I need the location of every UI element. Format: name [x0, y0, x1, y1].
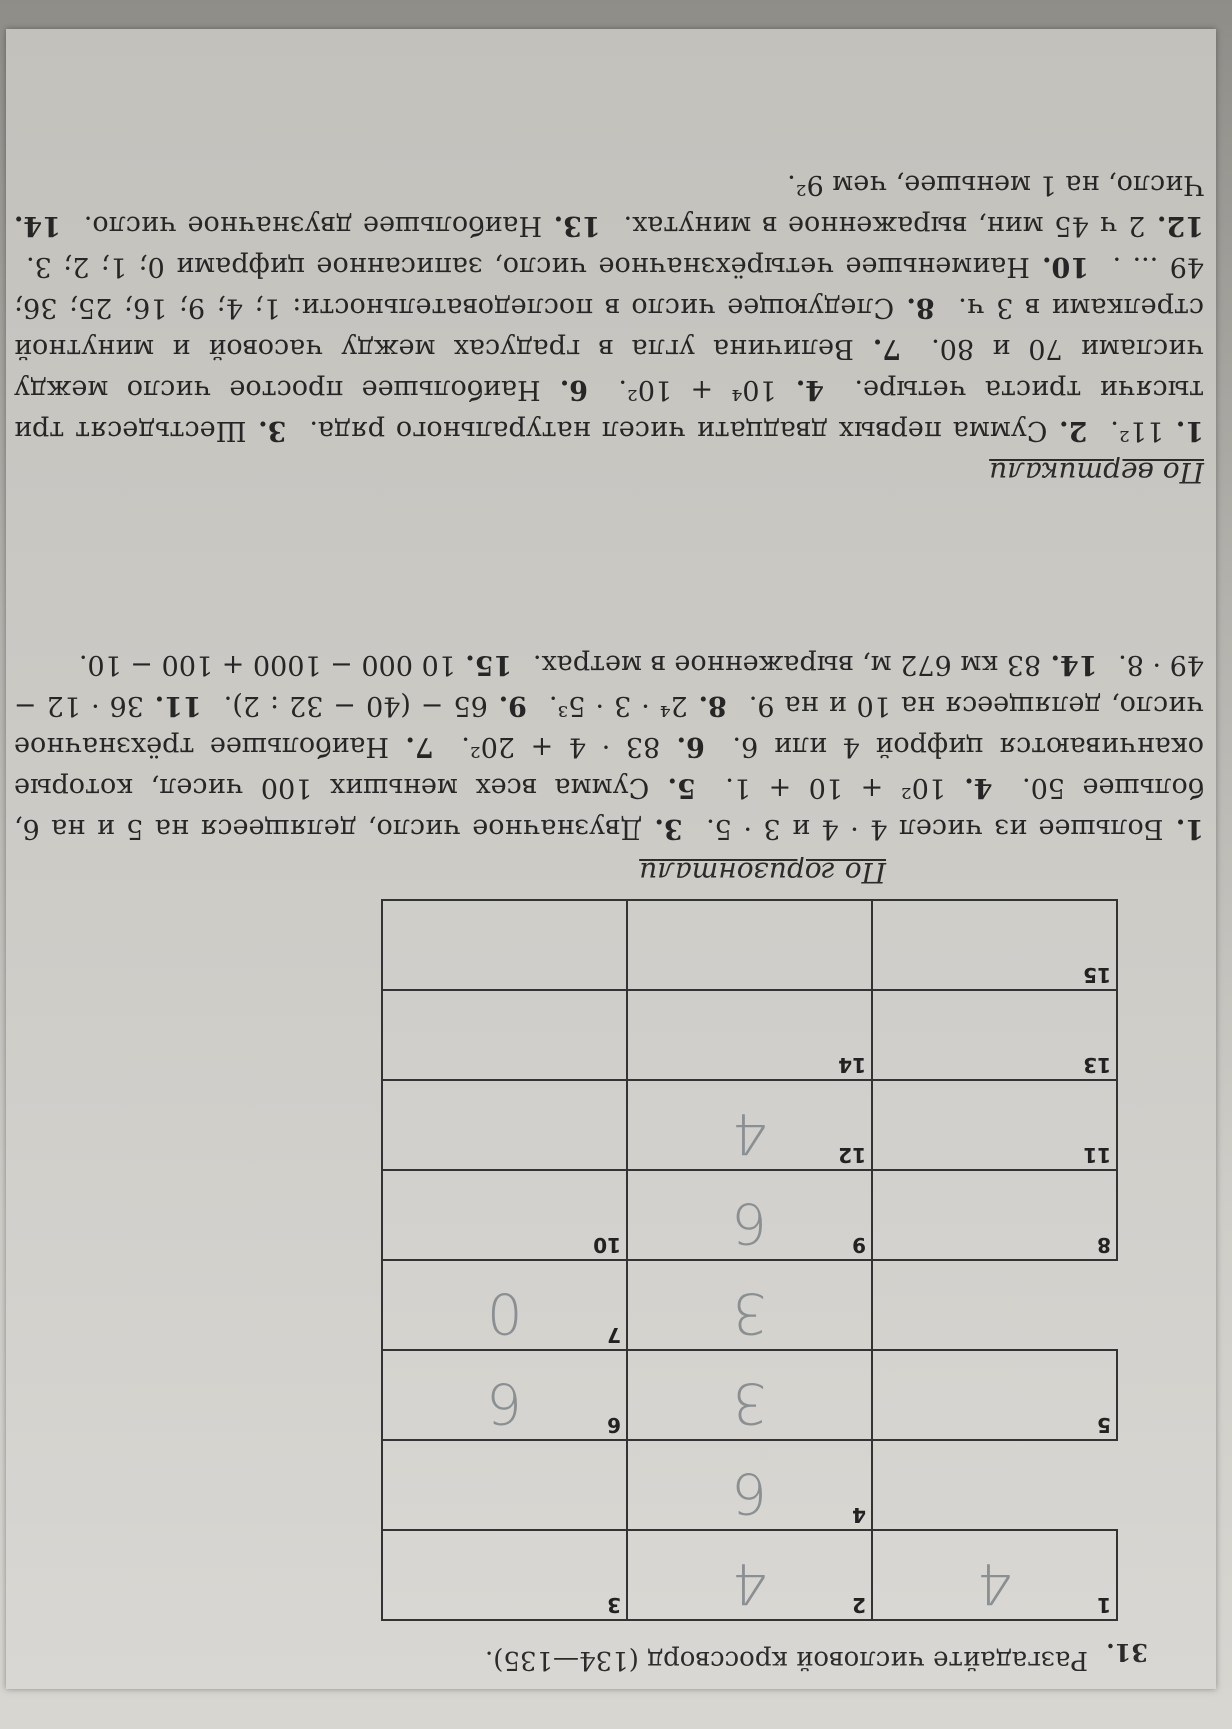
- clue-item: [700, 813, 1204, 844]
- grid-cell: [381, 989, 628, 1081]
- handwritten-digit: 6: [731, 1190, 768, 1255]
- clue-number: 9.: [487, 690, 527, 721]
- clue-number: 2.: [1047, 415, 1088, 446]
- clue-text: Наибольшее простое число между числами 70 и 80.: [14, 333, 1204, 405]
- vertical-clues: [14, 164, 1204, 451]
- clue-text: 65 − (40 − 32 : 2).: [223, 690, 488, 721]
- handwritten-digit: 6: [486, 1370, 523, 1435]
- clue-text: 10² + 10 + 1.: [725, 772, 946, 803]
- grid-cell: [871, 1079, 1118, 1171]
- vertical-heading: По вертикали: [989, 456, 1204, 489]
- handwritten-digit: 0: [486, 1280, 523, 1345]
- grid-cell: [626, 899, 873, 991]
- clue-number: 12.: [1145, 210, 1204, 241]
- clue-item: [527, 649, 1098, 680]
- clue-text: 36 · 12 − 49 · 8.: [14, 649, 1204, 721]
- clue-item: [618, 210, 1205, 241]
- grid-cell: [626, 1439, 873, 1531]
- clue-number: 14.: [13, 210, 61, 241]
- clue-number: 1.: [1163, 813, 1204, 844]
- clue-number: 7.: [853, 333, 902, 364]
- clue-item: [20, 251, 1089, 282]
- handwritten-digit: 4: [731, 1550, 768, 1615]
- grid-cell: [871, 1169, 1118, 1261]
- clue-number: 5.: [649, 772, 696, 803]
- grid-cell: [871, 1349, 1118, 1441]
- cell-number: 14: [838, 1053, 866, 1077]
- textbook-page: [6, 29, 1216, 1689]
- grid-cell: [871, 1529, 1118, 1621]
- cell-number: 2: [852, 1593, 866, 1617]
- clue-number: 8.: [687, 690, 727, 721]
- clue-text: Наименьшее четырёхзначное число, записанное цифрами 0; 1; 2; 3.: [26, 251, 1030, 282]
- clue-item: [73, 649, 512, 680]
- clue-item: [543, 690, 727, 721]
- clue-item: [303, 415, 1087, 446]
- cell-number: 9: [852, 1233, 866, 1257]
- clue-text: Шестьдесят три тысячи триста четыре.: [14, 374, 1204, 446]
- cell-number: 13: [1083, 1053, 1111, 1077]
- cell-number: 7: [607, 1323, 621, 1347]
- clue-text: Следующее число в последовательности: 1; 4; 9; 16; 25; 36; 49 ... .: [14, 251, 1204, 323]
- cell-number: 5: [1097, 1413, 1111, 1437]
- grid-cell: [381, 1079, 628, 1171]
- clue-text: 83 км 672 м, выраженное в метрах.: [532, 649, 1042, 680]
- clue-item: [1104, 415, 1204, 446]
- grid-cell: [626, 1259, 873, 1351]
- cell-number: 8: [1097, 1233, 1111, 1257]
- handwritten-digit: 6: [731, 1460, 768, 1525]
- clue-item: [612, 374, 824, 405]
- clue-text: 11².: [1110, 415, 1165, 446]
- cell-number: 12: [838, 1143, 866, 1167]
- grid-cell: [626, 1349, 873, 1441]
- clue-text: Двузначное число, делящееся на 5 и на 6, большее 50.: [13, 772, 1204, 844]
- handwritten-digit: 3: [731, 1280, 768, 1345]
- clue-number: 6.: [660, 731, 705, 762]
- clue-text: Сумма всех меньших 100 чисел, которые оканчиваются цифрой 4 или 6.: [14, 731, 1204, 803]
- grid-cell: [381, 899, 628, 991]
- grid-cell: [381, 1439, 628, 1531]
- clue-text: 2 ч 45 мин, выраженное в минутах.: [623, 210, 1146, 241]
- horizontal-clues: [14, 644, 1204, 849]
- clue-text: Наибольшее двузначное число.: [83, 210, 543, 241]
- clue-text: 83 · 4 + 20².: [461, 731, 661, 762]
- grid-cell: [626, 1529, 873, 1621]
- cell-number: 11: [1083, 1143, 1111, 1167]
- clue-number: 7.: [389, 731, 434, 762]
- clue-number: 4.: [946, 772, 993, 803]
- clue-number: 1.: [1164, 415, 1204, 446]
- clue-text: Большее из чисел 4 · 4 и 3 · 5.: [706, 813, 1164, 844]
- clue-text: Величина угла в градусах между часовой и минутной стрелками в 3 ч.: [14, 292, 1204, 364]
- clue-item: [218, 690, 527, 721]
- task-number: 31.: [1106, 1638, 1148, 1667]
- grid-cell: [626, 989, 873, 1081]
- clue-item: [455, 731, 705, 762]
- grid-cell: [381, 1259, 628, 1351]
- clue-text: Число, на 1 меньшее, чем 9².: [787, 169, 1204, 200]
- handwritten-digit: 3: [731, 1370, 768, 1435]
- clue-number: 11.: [143, 690, 202, 721]
- clue-text: Сумма первых двадцати чисел натурального ряда.: [309, 415, 1048, 446]
- clue-number: 8.: [894, 292, 935, 323]
- clue-number: 3.: [642, 813, 683, 844]
- handwritten-digit: 4: [731, 1100, 768, 1165]
- cell-number: 6: [607, 1413, 621, 1437]
- clue-number: 3.: [246, 415, 287, 446]
- clue-number: 6.: [540, 374, 589, 405]
- cell-number: 4: [852, 1503, 866, 1527]
- cell-number: 1: [1097, 1593, 1111, 1617]
- clue-text: 2⁴ · 3 · 5³.: [548, 690, 688, 721]
- clue-number: 13.: [542, 210, 601, 241]
- clue-number: 15.: [455, 649, 513, 680]
- clue-text: 10⁴ + 10².: [618, 374, 777, 405]
- clue-number: 14.: [1041, 649, 1098, 680]
- grid-cell: [871, 989, 1118, 1081]
- cell-number: 10: [593, 1233, 621, 1257]
- grid-cell: [381, 1349, 628, 1441]
- clue-item: [78, 210, 601, 241]
- grid-cell: [381, 1529, 628, 1621]
- clue-item: [719, 772, 992, 803]
- cell-number: 3: [607, 1593, 621, 1617]
- handwritten-digit: 4: [976, 1550, 1013, 1615]
- task-title: Разгадайте числовой кроссворд (134—135).: [485, 1645, 1088, 1675]
- clue-text: Наибольшее трёхзначное число, делящееся на 10 и на 9.: [14, 690, 1204, 762]
- clue-number: 10.: [1029, 251, 1090, 282]
- cell-number: 15: [1083, 963, 1111, 987]
- clue-number: 4.: [776, 374, 825, 405]
- crossword-grid: [383, 901, 1118, 1621]
- grid-cell: [626, 1169, 873, 1261]
- grid-cell: [871, 899, 1118, 991]
- grid-cell: [626, 1079, 873, 1171]
- horizontal-heading: По горизонтали: [639, 856, 886, 889]
- clue-text: 10 000 − 1000 + 100 − 10.: [78, 649, 456, 680]
- grid-cell: [381, 1169, 628, 1261]
